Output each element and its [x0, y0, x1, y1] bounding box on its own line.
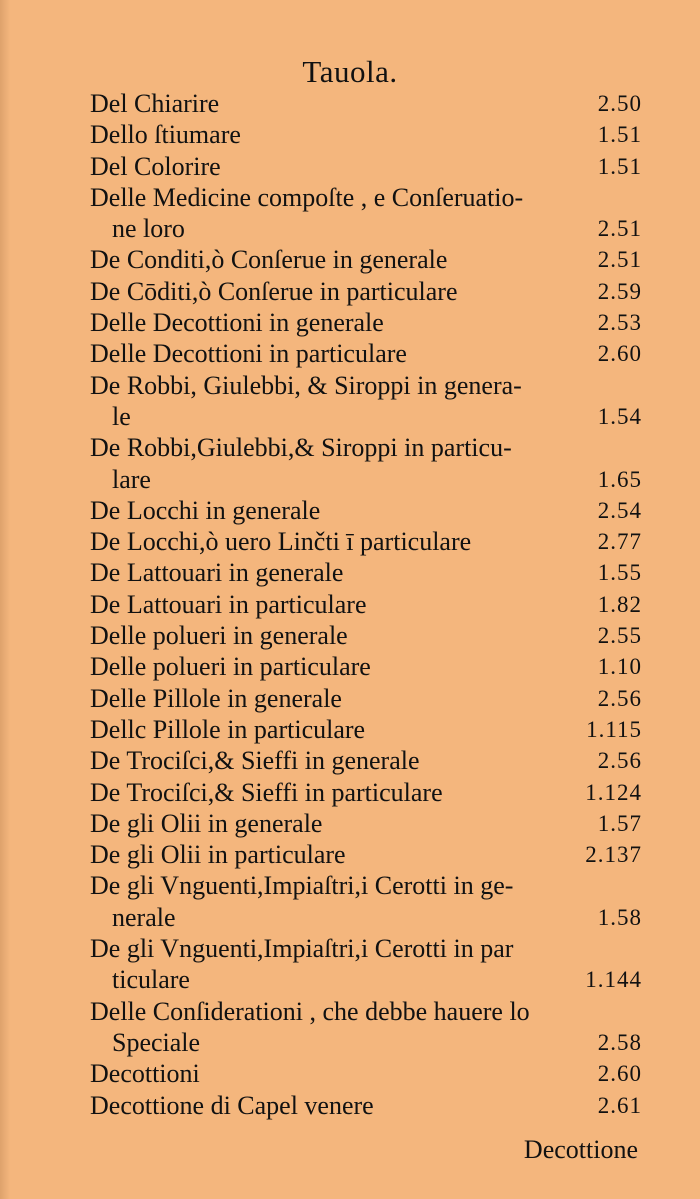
entry-title: Dellc Pillole in particulare — [90, 714, 366, 744]
entry-page-ref: 1.54 — [597, 403, 642, 429]
entry-title: De Lattouari in particulare — [90, 589, 367, 619]
entry-title: Delle Decottioni in generale — [90, 308, 384, 338]
entry-page-ref: 2.55 — [597, 623, 642, 649]
entry-title: Decottione di Capel venere — [90, 1090, 374, 1120]
toc-entry — [90, 526, 642, 557]
toc-entry — [90, 808, 642, 839]
entry-title: De Robbi, Giulebbi, & Siroppi in genera- — [90, 370, 522, 400]
entry-page-ref: 1.124 — [585, 779, 642, 805]
entry-title-continuation: le — [112, 401, 131, 431]
toc-entry — [90, 370, 642, 433]
toc-entry — [90, 151, 642, 182]
entry-page-ref: 2.51 — [597, 247, 642, 273]
toc-entry — [90, 1090, 642, 1121]
entry-title: Dello ſtiumare — [90, 120, 241, 150]
entry-title: Delle Conſiderationi , che debbe hauere lo — [90, 996, 530, 1026]
entry-title-continuation: ne loro — [112, 214, 185, 244]
entry-page-ref: 2.61 — [597, 1092, 642, 1118]
toc-entry — [90, 777, 642, 808]
entry-title-continuation: nerale — [112, 902, 176, 932]
toc-entry — [90, 338, 642, 369]
toc-entry — [90, 620, 642, 651]
entry-page-ref: 1.10 — [597, 654, 642, 680]
entry-page-ref: 2.77 — [597, 529, 642, 555]
entry-page-ref: 1.115 — [586, 716, 642, 742]
entry-title: Del Chiarire — [90, 89, 220, 118]
entry-page-ref: 2.56 — [597, 685, 642, 711]
entry-title: De Robbi,Giulebbi,& Siroppi in particu- — [90, 433, 512, 463]
catchword: Decottione — [523, 1135, 638, 1164]
entry-title: Delle polueri in particulare — [90, 652, 371, 682]
toc-entry — [90, 88, 642, 119]
page-title: Tauola. — [302, 54, 398, 89]
toc-entry — [90, 557, 642, 588]
entry-title: De gli Olii in generale — [90, 808, 323, 838]
entry-title: De Locchi in generale — [90, 495, 321, 525]
toc-entry — [90, 933, 642, 996]
toc-entry — [90, 119, 642, 150]
entry-page-ref: 2.54 — [597, 497, 642, 523]
toc-entry — [90, 870, 642, 933]
entry-title-continuation: Speciale — [112, 1027, 201, 1057]
entry-title: De Trociſci,& Sieffi in particulare — [90, 777, 443, 807]
entry-page-ref: 1.65 — [597, 466, 642, 492]
entry-title: De gli Olii in particulare — [90, 840, 346, 870]
entry-page-ref: 1.82 — [597, 591, 642, 617]
toc-entry — [90, 745, 642, 776]
entry-page-ref: 2.51 — [597, 216, 642, 242]
entry-page-ref: 2.53 — [597, 310, 642, 336]
toc-entry — [90, 1058, 642, 1089]
toc-entry — [90, 839, 642, 870]
entry-title: Del Colorire — [90, 151, 221, 181]
entry-title: Delle Medicine compoſte , e Conſeruatio- — [90, 182, 524, 212]
entry-title-continuation: lare — [112, 464, 151, 494]
toc-entry — [90, 432, 642, 495]
entry-page-ref: 1.51 — [597, 122, 642, 148]
toc-entry — [90, 651, 642, 682]
entry-title: Delle polueri in generale — [90, 621, 348, 651]
entry-title: De Lattouari in generale — [90, 558, 344, 588]
entry-title: Delle Pillole in generale — [90, 683, 342, 713]
toc-entry — [90, 714, 642, 745]
entry-page-ref: 2.58 — [597, 1029, 642, 1055]
entry-title: De gli Vnguenti,Impiaſtri,i Cerotti in ge- — [90, 871, 514, 901]
entry-page-ref: 1.57 — [597, 810, 642, 836]
entry-page-ref: 2.60 — [597, 1061, 642, 1087]
entry-page-ref: 1.51 — [597, 153, 642, 179]
entry-page-ref: 1.144 — [585, 967, 642, 993]
toc-entry — [90, 307, 642, 338]
entry-page-ref: 1.55 — [597, 560, 642, 586]
entry-page-ref: 2.137 — [585, 842, 642, 868]
entry-title-continuation: ticulare — [112, 965, 190, 995]
toc-entry — [90, 589, 642, 620]
entry-title: De Locchi,ò uero Linčti ī particulare — [90, 527, 472, 557]
entry-title: De Cōditi,ò Conſerue in particulare — [90, 276, 458, 306]
page-gutter-shadow — [0, 0, 10, 1199]
toc-entry — [90, 276, 642, 307]
entry-page-ref: 2.60 — [597, 341, 642, 367]
table-of-contents — [90, 88, 642, 1121]
toc-entry — [90, 683, 642, 714]
entry-title: De gli Vnguenti,Impiaſtri,i Cerotti in par — [90, 934, 514, 964]
entry-title: De Trociſci,& Sieffi in generale — [90, 746, 420, 776]
entry-page-ref: 2.56 — [597, 748, 642, 774]
toc-entry — [90, 244, 642, 275]
entry-page-ref: 2.59 — [597, 278, 642, 304]
toc-entry — [90, 182, 642, 245]
entry-page-ref: 2.50 — [597, 91, 642, 116]
entry-page-ref: 1.58 — [597, 904, 642, 930]
toc-entry — [90, 495, 642, 526]
entry-title: De Conditi,ò Conſerue in generale — [90, 245, 448, 275]
toc-entry — [90, 996, 642, 1059]
entry-title: Delle Decottioni in particulare — [90, 339, 407, 369]
entry-title: Decottioni — [90, 1059, 200, 1089]
